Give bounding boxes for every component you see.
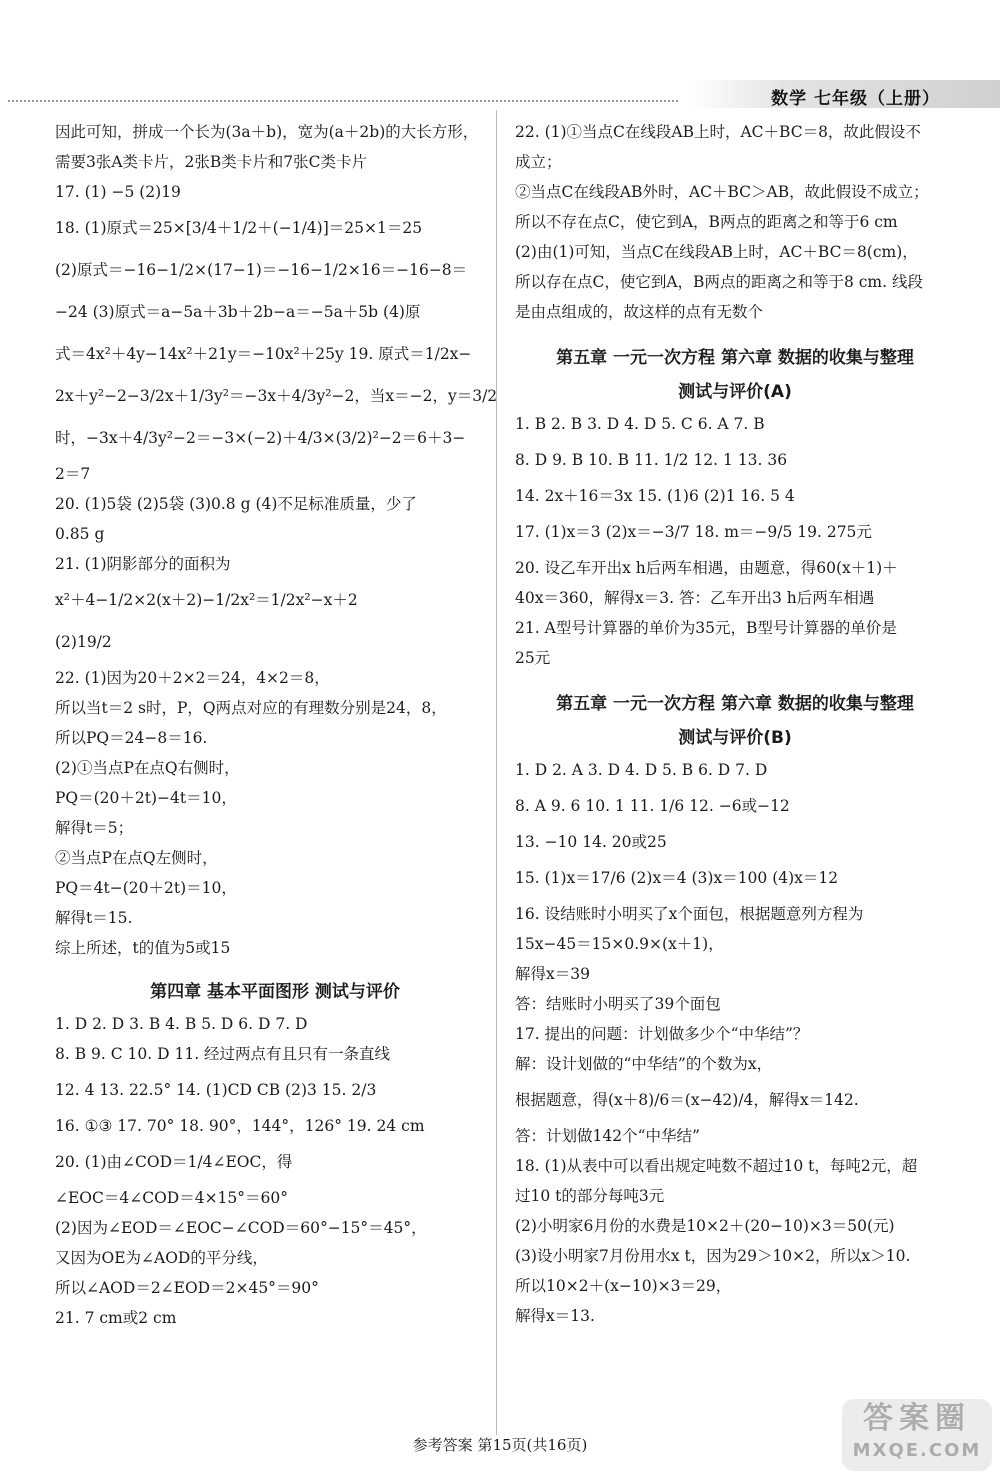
chapter4-title: 第四章 基本平面图形 测试与评价 [150,982,400,1002]
chapter56b-subtitle: 测试与评价(B) [678,728,792,748]
answer-line: 需要3张A类卡片，2张B类卡片和7张C类卡片 [55,153,368,171]
answer-line: 时，−3x＋4/3y²−2＝−3×(−2)＋4/3×(3/2)²−2＝6＋3− [55,429,466,447]
chapter56a-title: 第五章 一元一次方程 第六章 数据的收集与整理 [556,348,914,368]
answer-line: 13. −10 14. 20或25 [515,833,667,851]
left-column [55,117,498,1333]
answer-line: 2＝7 [55,465,91,483]
answer-line: PQ＝(20＋2t)−4t＝10， [55,789,237,807]
answer-line: 根据题意，得(x＋8)/6＝(x−42)/4，解得x＝142. [515,1091,859,1109]
answer-line: 15. (1)x＝17/6 (2)x＝4 (3)x＝100 (4)x＝12 [515,869,839,887]
answer-line: 17. 提出的问题：计划做多少个“中华结”？ [515,1025,809,1043]
page-header [0,0,1000,109]
answer-line: 解得t＝15. [55,909,133,927]
column-divider [496,110,497,1435]
answer-line: 1. D 2. D 3. B 4. B 5. D 6. D 7. D [55,1015,308,1033]
answer-line: (2)原式＝−16−1/2×(17−1)＝−16−1/2×16＝−16−8＝ [55,261,468,279]
answer-line: 解得t＝5； [55,819,134,837]
chapter4-answer-lines [55,1009,495,1333]
header-dotted-rule [8,100,678,102]
answer-line: (2)19/2 [55,633,112,651]
answer-line: 式＝4x²＋4y−14x²＋21y＝−10x²＋25y 19. 原式＝1/2x− [55,345,472,363]
answer-line: 12. 4 13. 22.5° 14. (1)CD CB (2)3 15. 2/3 [55,1081,377,1099]
answer-line: 15x−45＝15×0.9×(x＋1)， [515,935,724,953]
answer-line: (2)因为∠EOD＝∠EOC−∠COD＝60°−15°＝45°， [55,1219,427,1237]
answer-line: 8. B 9. C 10. D 11. 经过两点有且只有一条直线 [55,1045,391,1063]
chapter56a-answer-lines [515,409,955,673]
page-footer: 参考答案 第15页(共16页) [412,1436,588,1454]
answer-line: 22. (1)因为20＋2×2＝24，4×2＝8， [55,669,330,687]
answer-line: 综上所述，t的值为5或15 [55,939,231,957]
answer-line: 8. D 9. B 10. B 11. 1/2 12. 1 13. 36 [515,451,788,469]
answer-line: 所以∠AOD＝2∠EOD＝2×45°＝90° [55,1279,319,1297]
answer-line: 16. ①③ 17. 70° 18. 90°，144°，126° 19. 24 cm [55,1117,425,1135]
answer-line: 答：计划做142个“中华结” [515,1127,700,1145]
answer-line: 21. (1)阴影部分的面积为 [55,555,231,573]
answer-line: 解：设计划做的“中华结”的个数为x， [515,1055,773,1073]
right-column [515,117,955,1331]
answer-line: 答：结账时小明买了39个面包 [515,995,721,1013]
answer-line: 1. B 2. B 3. D 4. D 5. C 6. A 7. B [515,415,765,433]
chapter56b-answer-lines [515,755,955,1331]
answer-line: ∠EOC＝4∠COD＝4×15°＝60° [55,1189,289,1207]
answer-line: x²＋4−1/2×2(x＋2)−1/2x²＝1/2x²−x＋2 [55,591,358,609]
answer-line: 所以当t＝2 s时，P，Q两点对应的有理数分别是24，8， [55,699,447,717]
answer-line: (2)由(1)可知，当点C在线段AB上时，AC＋BC＝8(cm)， [515,243,918,261]
left-answer-lines [55,117,498,963]
answer-line: 0.85 g [55,525,105,543]
chapter56b-title: 第五章 一元一次方程 第六章 数据的收集与整理 [556,694,914,714]
header-title: 数学 七年级（上册） [771,89,940,109]
watermark-url: MXQE.COM [852,1440,982,1461]
watermark-logo [842,1399,992,1471]
answer-line: 17. (1)x＝3 (2)x＝−3/7 18. m＝−9/5 19. 275元 [515,523,872,541]
answer-line: 1. D 2. A 3. D 4. D 5. B 6. D 7. D [515,761,768,779]
answer-line: 过10 t的部分每吨3元 [515,1187,665,1205]
answer-line: 40x＝360，解得x＝3. 答：乙车开出3 h后两车相遇 [515,589,875,607]
answer-line: ②当点C在线段AB外时，AC＋BC＞AB，故此假设不成立； [515,183,929,201]
answer-line: 18. (1)从表中可以看出规定吨数不超过10 t，每吨2元，超 [515,1157,918,1175]
right-answer-lines [515,117,955,327]
answer-line: (2)小明家6月份的水费是10×2＋(20−10)×3＝50(元) [515,1217,895,1235]
answer-line: PQ＝4t−(20＋2t)＝10， [55,879,237,897]
answer-line: 8. A 9. 6 10. 1 11. 1/6 12. −6或−12 [515,797,790,815]
chapter56a-subtitle: 测试与评价(A) [678,382,792,402]
answer-line: 20. (1)由∠COD＝1/4∠EOC，得 [55,1153,293,1171]
answer-line: 20. 设乙车开出x h后两车相遇，由题意，得60(x＋1)＋ [515,559,898,577]
answer-line: 16. 设结账时小明买了x个面包，根据题意列方程为 [515,905,864,923]
answer-line: 22. (1)①当点C在线段AB上时，AC＋BC＝8，故此假设不 [515,123,921,141]
answer-line: 2x＋y²−2−3/2x＋1/3y²＝−3x＋4/3y²−2，当x＝−2，y＝3/2 [55,387,498,405]
answer-line: 是由点组成的，故这样的点有无数个 [515,303,764,321]
answer-line: 21. A型号计算器的单价为35元，B型号计算器的单价是 [515,619,897,637]
answer-line: 21. 7 cm或2 cm [55,1309,177,1327]
answer-line: 所以10×2＋(x−10)×3＝29， [515,1277,732,1295]
answer-line: 又因为OE为∠AOD的平分线， [55,1249,268,1267]
answer-line: 成立； [515,153,562,171]
watermark-text: 答案圈 [863,1401,971,1436]
answer-line: ②当点P在点Q左侧时， [55,849,218,867]
answer-line: 解得x＝39 [515,965,590,983]
answer-line: 20. (1)5袋 (2)5袋 (3)0.8 g (4)不足标准质量，少了 [55,495,417,513]
answer-line: −24 (3)原式＝a−5a＋3b＋2b−a＝−5a＋5b (4)原 [55,303,421,321]
answer-line: (2)①当点P在点Q右侧时， [55,759,240,777]
answer-line: 18. (1)原式＝25×[3/4＋1/2＋(−1/4)]＝25×1＝25 [55,219,423,237]
answer-line: 因此可知，拼成一个长为(3a＋b)，宽为(a＋2b)的大长方形， [55,123,479,141]
answer-line: 所以PQ＝24−8＝16. [55,729,208,747]
answer-line: 25元 [515,649,551,667]
answer-line: 14. 2x＋16＝3x 15. (1)6 (2)1 16. 5 4 [515,487,795,505]
answer-line: 17. (1) −5 (2)19 [55,183,181,201]
answer-line: (3)设小明家7月份用水x t，因为29＞10×2，所以x＞10. [515,1247,911,1265]
answer-line: 所以不存在点C，使它到A，B两点的距离之和等于6 cm [515,213,898,231]
answer-line: 解得x＝13. [515,1307,595,1325]
answer-line: 所以存在点C，使它到A，B两点的距离之和等于8 cm. 线段 [515,273,923,291]
